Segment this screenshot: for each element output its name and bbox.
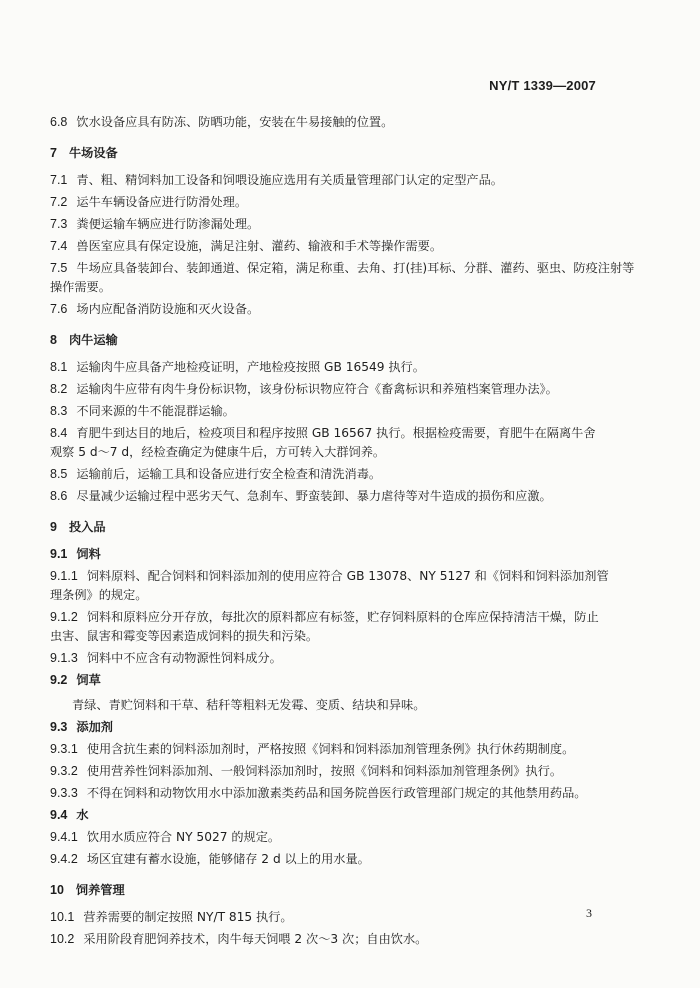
clause-number: 7.3 [50, 217, 68, 231]
clause-number: 9.1.3 [50, 651, 78, 665]
clause-9-4-1 [50, 828, 610, 847]
clause-text: 饮用水质应符合 NY 5027 的规定。 [86, 830, 281, 844]
subsection-number: 9.2 [50, 673, 68, 687]
clause-7-5 [50, 259, 635, 278]
clause-text: 运输前后，运输工具和设备应进行安全检查和清洗消毒。 [76, 467, 382, 481]
document-body [50, 113, 635, 952]
clause-9-3-1 [50, 740, 610, 759]
section-number: 7 [50, 146, 57, 160]
clause-text: 牛场应具备装卸台、装卸通道、保定箱，满足称重、去角、打(挂)耳标、分群、灌药、驱虫、防疫注射等 [76, 261, 635, 275]
clause-text: 粪便运输车辆应进行防渗漏处理。 [76, 217, 260, 231]
clause-10-2 [50, 930, 610, 949]
subsection-number: 9.4 [50, 808, 68, 822]
clause-9-3-3 [50, 784, 610, 803]
clause-text: 尽量减少运输过程中恶劣天气、急刹车、野蛮装卸、暴力虐待等对牛造成的损伤和应激。 [76, 489, 552, 503]
clause-10-1 [50, 908, 610, 927]
page-number: 3 [586, 906, 592, 920]
clause-8-3 [50, 402, 610, 421]
clause-9-1-3 [50, 649, 610, 668]
clause-text: 使用营养性饲料添加剂、一般饲料添加剂时，按照《饲料和饲料添加剂管理条例》执行。 [86, 764, 563, 778]
subsection-number: 9.3 [50, 720, 68, 734]
clause-8-6 [50, 487, 610, 506]
clause-text: 饲料原料、配合饲料和饲料添加剂的使用应符合 GB 13078、NY 5127 和《饲料和饲料添加剂管 [86, 569, 609, 583]
clause-number: 7.2 [50, 195, 68, 209]
clause-number: 7.4 [50, 239, 68, 253]
clause-8-1 [50, 358, 610, 377]
clause-text: 不得在饲料和动物饮用水中添加激素类药品和国务院兽医行政管理部门规定的其他禁用药品。 [86, 786, 587, 800]
clause-6-8 [50, 113, 610, 132]
clause-number: 9.3.1 [50, 742, 78, 756]
clause-number: 8.4 [50, 426, 68, 440]
section-heading-7 [50, 144, 610, 163]
section-title: 饲养管理 [75, 883, 125, 897]
clause-number: 9.1.1 [50, 569, 78, 583]
section-title: 牛场设备 [68, 146, 118, 160]
clause-8-5 [50, 465, 610, 484]
clause-number: 10.2 [50, 932, 75, 946]
standard-code: NY/T 1339—2007 [489, 78, 596, 93]
clause-text: 兽医室应具有保定设施，满足注射、灌药、输液和手术等操作需要。 [76, 239, 443, 253]
section-number: 10 [50, 883, 64, 897]
section-number: 9 [50, 520, 57, 534]
subsection-heading-9-2 [50, 671, 610, 690]
clause-text: 饲料中不应含有动物源性饲料成分。 [86, 651, 282, 665]
section-heading-10 [50, 881, 610, 900]
clause-7-2 [50, 193, 610, 212]
clause-8-4-continuation: 观察 5 d～7 d，经检查确定为健康牛后，方可转入大群饲养。 [50, 445, 386, 459]
clause-number: 9.3.2 [50, 764, 78, 778]
subsection-heading-9-1 [50, 545, 610, 564]
clause-text: 运输肉牛应具备产地检疫证明，产地检疫按照 GB 16549 执行。 [76, 360, 425, 374]
clause-7-4 [50, 237, 610, 256]
clause-text: 场区宜建有蓄水设施，能够储存 2 d 以上的用水量。 [86, 852, 370, 866]
clause-7-6 [50, 300, 610, 319]
clause-9-1-2 [50, 608, 610, 627]
clause-number: 9.1.2 [50, 610, 78, 624]
clause-text: 育肥牛到达目的地后，检疫项目和程序按照 GB 16567 执行。根据检疫需要，育肥牛在隔离牛舍 [76, 426, 596, 440]
section-number: 8 [50, 333, 57, 347]
clause-7-1 [50, 171, 610, 190]
clause-text: 营养需要的制定按照 NY/T 815 执行。 [83, 910, 293, 924]
section-title: 肉牛运输 [68, 333, 118, 347]
clause-number: 8.6 [50, 489, 68, 503]
clause-text: 青、粗、精饲料加工设备和饲喂设施应选用有关质量管理部门认定的定型产品。 [76, 173, 503, 187]
subsection-number: 9.1 [50, 547, 68, 561]
subsection-title: 饲草 [76, 673, 101, 687]
subsection-heading-9-4 [50, 806, 610, 825]
subsection-heading-9-3 [50, 718, 610, 737]
clause-9-1-1-continuation: 理条例》的规定。 [50, 588, 148, 602]
clause-number: 7.6 [50, 302, 68, 316]
clause-text: 采用阶段育肥饲养技术，肉牛每天饲喂 2 次～3 次；自由饮水。 [83, 932, 428, 946]
clause-9-1-2-continuation: 虫害、鼠害和霉变等因素造成饲料的损失和污染。 [50, 629, 319, 643]
clause-number: 8.2 [50, 382, 68, 396]
clause-text: 运牛车辆设备应进行防滑处理。 [76, 195, 248, 209]
clause-7-3 [50, 215, 610, 234]
section-heading-9 [50, 518, 610, 537]
clause-8-4 [50, 424, 610, 443]
clause-number: 8.3 [50, 404, 68, 418]
clause-number: 9.4.2 [50, 852, 78, 866]
clause-number: 8.1 [50, 360, 68, 374]
clause-7-5-continuation: 操作需要。 [50, 280, 111, 294]
clause-number: 9.3.3 [50, 786, 78, 800]
clause-text: 饲料和原料应分开存放，每批次的原料都应有标签，贮存饲料原料的仓库应保持清洁干燥，防止 [86, 610, 599, 624]
clause-9-1-1 [50, 567, 610, 586]
clause-number: 9.4.1 [50, 830, 78, 844]
clause-9-2-text: 青绿、青贮饲料和干草、秸秆等粗料无发霉、变质、结块和异味。 [72, 698, 426, 712]
clause-number: 10.1 [50, 910, 75, 924]
clause-number: 7.5 [50, 261, 68, 275]
clause-text: 使用含抗生素的饲料添加剂时，严格按照《饲料和饲料添加剂管理条例》执行休药期制度。 [86, 742, 575, 756]
section-title: 投入品 [68, 520, 106, 534]
subsection-title: 水 [76, 808, 89, 822]
clause-9-4-2 [50, 850, 610, 869]
clause-9-3-2 [50, 762, 610, 781]
clause-number: 8.5 [50, 467, 68, 481]
clause-number: 7.1 [50, 173, 68, 187]
subsection-title: 添加剂 [76, 720, 113, 734]
clause-text: 运输肉牛应带有肉牛身份标识物，该身份标识物应符合《畜禽标识和养殖档案管理办法》。 [76, 382, 558, 396]
clause-text: 饮水设备应具有防冻、防晒功能，安装在牛易接触的位置。 [76, 115, 394, 129]
section-heading-8 [50, 331, 610, 350]
clause-text: 不同来源的牛不能混群运输。 [76, 404, 235, 418]
subsection-title: 饲料 [76, 547, 101, 561]
clause-number: 6.8 [50, 115, 68, 129]
clause-text: 场内应配备消防设施和灭火设备。 [76, 302, 260, 316]
clause-8-2 [50, 380, 610, 399]
